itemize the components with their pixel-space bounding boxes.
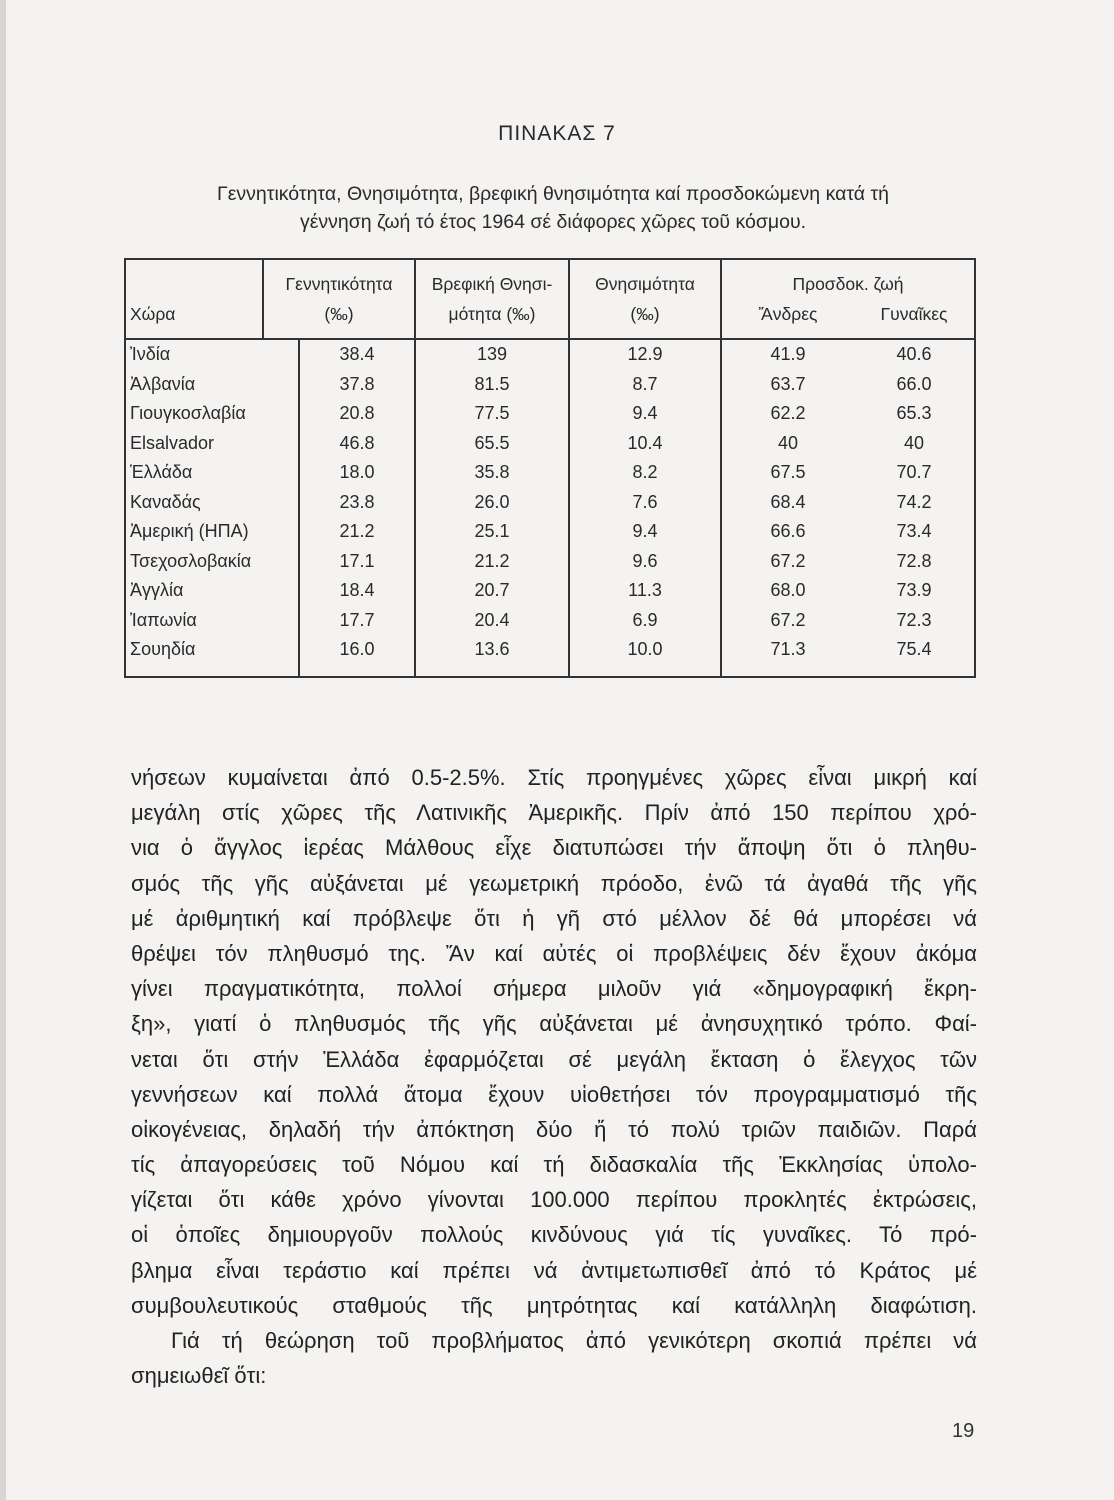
cell-men: 63.7 (770, 373, 806, 394)
body-line: γίνει πραγματικότητα, πολλοί σήμερα μιλοῦν γιά «δημογραφική ἔκρη- (131, 976, 977, 1002)
body-line: Γιά τή θεώρηση τοῦ προβλήματος ἀπό γενικότερη σκοπιά πρέπει νά (171, 1328, 977, 1353)
header-mortality-unit: (‰) (630, 304, 660, 324)
cell-birth-rate: 18.0 (339, 462, 375, 482)
body-line: θρέψει τόν πληθυσμό της. Ἄν καί αὐτές οἱ προβλέψεις δέν ἔχουν ἀκόμα (131, 940, 977, 966)
body-line: σμός τῆς γῆς αὐξάνεται μέ γεωμετρική πρόοδο, ἐνῶ τά ἀγαθά τῆς γῆς (131, 870, 977, 896)
cell-birth-rate: 18.4 (339, 580, 375, 600)
cell-men: 66.6 (770, 521, 806, 541)
cell-country: Elsalvador (130, 432, 215, 453)
cell-men: 40 (777, 432, 799, 453)
body-line: νήσεων κυμαίνεται ἀπό 0.5-2.5%. Στίς προηγμένες χῶρες εἶναι μικρή καί (131, 765, 977, 790)
caption-line-2: γέννηση ζωή τό έτος 1964 σέ διάφορες χῶρες τοῦ κόσμου. (299, 211, 807, 233)
cell-women: 72.8 (896, 550, 932, 571)
cell-country: Τσεχοσλοβακία (130, 550, 252, 571)
cell-mortality: 12.9 (627, 344, 663, 364)
cell-men: 67.5 (770, 462, 806, 482)
cell-women: 73.9 (896, 580, 932, 600)
col-line-country-header (262, 260, 264, 338)
header-life-expectancy: Προσδοκ. ζωή (792, 274, 904, 294)
cell-women: 40.6 (896, 344, 932, 364)
body-line: νια ὁ ἄγγλος ἱερέας Μάλθους εἶχε διατυπώσει τήν ἄποψη ὅτι ὁ πληθυ- (131, 835, 977, 861)
cell-infant-mortality: 139 (476, 344, 508, 364)
cell-infant-mortality: 20.7 (474, 580, 510, 600)
cell-country: Ἀγγλία (130, 580, 184, 600)
cell-birth-rate: 17.1 (339, 550, 375, 571)
cell-mortality: 8.7 (632, 373, 658, 394)
statistics-table (124, 258, 976, 678)
cell-mortality: 9.4 (632, 521, 658, 541)
table-caption (118, 180, 988, 236)
page-number: 19 (952, 1420, 975, 1442)
cell-infant-mortality: 65.5 (474, 432, 510, 453)
cell-women: 74.2 (896, 491, 932, 512)
body-line: οἱ ὁποῖες δημιουργοῦν πολλούς κινδύνους γιά τίς γυναῖκες. Τό πρό- (131, 1222, 977, 1248)
cell-mortality: 11.3 (628, 580, 662, 600)
cell-country: Ἰνδία (130, 344, 171, 364)
cell-men: 67.2 (770, 609, 806, 630)
header-rule (126, 338, 974, 340)
cell-infant-mortality: 35.8 (474, 462, 510, 482)
cell-infant-mortality: 21.2 (474, 550, 510, 571)
cell-infant-mortality: 26.0 (474, 491, 510, 512)
cell-mortality: 8.2 (632, 462, 658, 482)
body-line: νεται ὅτι στήν Ἑλλάδα ἐφαρμόζεται σέ μεγάλη ἔκταση ὁ ἔλεγχος τῶν (131, 1046, 977, 1072)
cell-men: 68.4 (770, 491, 806, 512)
body-line: οἰκογένειας, δηλαδή τήν ἀπόκτηση δύο ἤ τό πολύ τριῶν παιδιῶν. Παρά (131, 1116, 977, 1142)
page-edge (0, 0, 6, 1500)
body-line: μέ ἀριθμητική καί πρόβλεψε ὅτι ἡ γῆ στό μέλλον δέ θά μπορέσει νά (131, 905, 977, 931)
cell-birth-rate: 17.7 (339, 609, 375, 630)
header-birth-rate-unit: (‰) (324, 304, 354, 324)
cell-infant-mortality: 25.1 (474, 521, 510, 541)
cell-mortality: 9.4 (632, 403, 658, 423)
cell-country: Ἰαπωνία (130, 609, 197, 630)
cell-country: Ἀλβανία (130, 373, 196, 394)
header-birth-rate: Γεννητικότητα (285, 274, 393, 294)
cell-country: Σουηδία (130, 639, 196, 659)
cell-women: 73.4 (896, 521, 932, 541)
cell-infant-mortality: 20.4 (474, 609, 510, 630)
cell-infant-mortality: 81.5 (474, 373, 510, 394)
cell-birth-rate: 20.8 (339, 403, 375, 423)
header-mortality: Θνησιμότητα (595, 274, 695, 294)
body-line: γεννήσεων καί πολλά ἄτομα ἔχουν υἱοθετήσει τόν προγραμματισμό τῆς (131, 1081, 977, 1107)
header-infant-mortality-unit: μότητα (‰) (448, 304, 536, 324)
cell-women: 75.4 (896, 639, 932, 659)
body-line: γίζεται ὅτι κάθε χρόνο γίνονται 100.000 περίπου προκλητές ἐκτρώσεις, (131, 1187, 977, 1213)
header-men: Ἄνδρες (758, 304, 818, 324)
cell-men: 67.2 (770, 550, 806, 571)
cell-women: 65.3 (896, 403, 932, 423)
cell-infant-mortality: 77.5 (474, 403, 510, 423)
cell-country: Ἑλλάδα (130, 462, 193, 482)
cell-men: 68.0 (770, 580, 806, 600)
cell-men: 62.2 (770, 403, 806, 423)
cell-birth-rate: 16.0 (339, 639, 375, 659)
cell-women: 72.3 (896, 609, 932, 630)
cell-birth-rate: 23.8 (339, 491, 375, 512)
body-line: βλημα εἶναι τεράστιο καί πρέπει νά ἀντιμετωπισθεῖ ἀπό τό Κράτος μέ (131, 1257, 977, 1283)
body-line: τίς ἀπαγορεύσεις τοῦ Νόμου καί τή διδασκαλία τῆς Ἐκκλησίας ὑπολο- (131, 1152, 977, 1178)
body-line: μεγάλη στίς χῶρες τῆς Λατινικῆς Ἀμερικῆς. Πρίν ἀπό 150 περίπου χρό- (131, 800, 977, 826)
cell-women: 40 (903, 432, 925, 453)
cell-country: Γιουγκοσλαβία (130, 403, 246, 423)
cell-mortality: 9.6 (632, 550, 658, 571)
body-line: ξη», γιατί ὁ πληθυσμός τῆς γῆς αὐξάνεται μέ ἀνησυχητικό τρόπο. Φαί- (131, 1011, 977, 1037)
cell-country: Ἀμερική (ΗΠΑ) (130, 521, 249, 541)
cell-country: Καναδάς (130, 491, 201, 512)
cell-mortality: 6.9 (632, 609, 658, 630)
body-text (131, 760, 977, 1393)
cell-birth-rate: 37.8 (339, 373, 375, 394)
cell-birth-rate: 21.2 (339, 521, 375, 541)
table-title: ΠΙΝΑΚΑΣ 7 (498, 122, 616, 145)
header-women: Γυναῖκες (880, 304, 948, 324)
cell-mortality: 7.6 (632, 491, 658, 512)
cell-men: 71.3 (770, 639, 806, 659)
header-country: Χώρα (130, 304, 176, 324)
cell-women: 66.0 (896, 373, 932, 394)
body-line: σημειωθεῖ ὅτι: (131, 1363, 267, 1389)
header-infant-mortality: Βρεφική Θνησι- (431, 274, 553, 294)
cell-infant-mortality: 13.6 (474, 639, 510, 659)
cell-birth-rate: 46.8 (339, 432, 375, 453)
body-line: συμβουλευτικούς σταθμούς τῆς μητρότητας καί κατάλληλη διαφώτιση. (131, 1292, 977, 1318)
cell-men: 41.9 (770, 344, 806, 364)
cell-mortality: 10.4 (627, 432, 663, 453)
cell-mortality: 10.0 (627, 639, 663, 659)
caption-line-1: Γεννητικότητα, Θνησιμότητα, βρεφική θνησιμότητα καί προσδοκώμενη κατά τή (216, 183, 890, 205)
cell-women: 70.7 (896, 462, 932, 482)
cell-birth-rate: 38.4 (339, 344, 375, 364)
